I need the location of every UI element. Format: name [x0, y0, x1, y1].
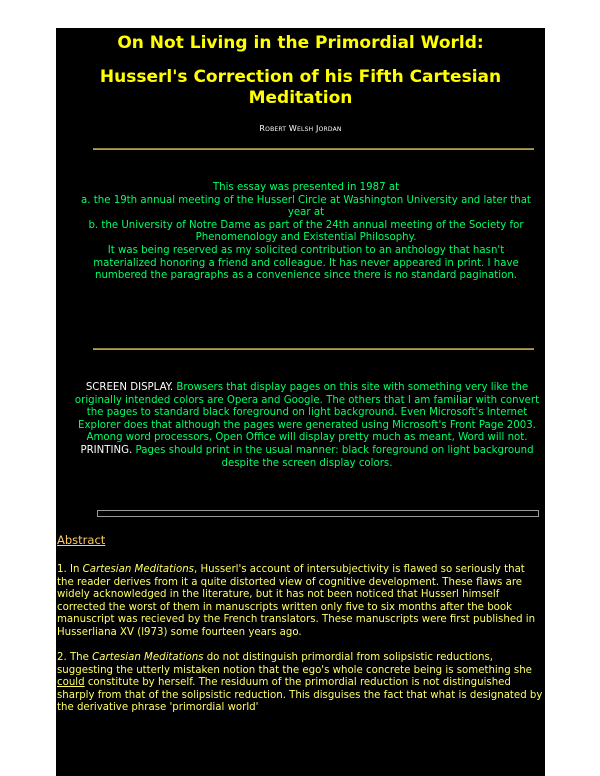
page-subtitle: Husserl's Correction of his Fifth Cartesian Meditation: [99, 67, 502, 108]
intro-line: a. the 19th annual meeting of the Husserl Circle at Washington University and later that year at: [81, 194, 531, 219]
paragraph-lead: 1. In: [57, 564, 83, 575]
intro-note: [76, 182, 536, 283]
horizontal-bar: [97, 510, 539, 517]
screen-display-label: SCREEN DISPLAY.: [85, 382, 174, 393]
intro-line: This essay was presented in 1987 at: [212, 182, 400, 193]
paragraph-text: constitute by herself. The residuum of the primordial reduction is not distinguished sharply from that of the solipsistic reduction. This disguises the fact that what is designated by the derivative phrase 'primordial world': [57, 677, 543, 714]
divider-top: [93, 148, 534, 150]
book-title: Cartesian Meditations: [82, 564, 194, 575]
abstract-paragraph-1: [57, 564, 543, 640]
underlined-word: could: [57, 677, 85, 689]
page-title: On Not Living in the Primordial World:: [117, 33, 484, 53]
screen-display-text: Browsers that display pages on this site with something very like the originally intended colors are Opera and Google. The others that I am familiar with convert the pages to standard black foreground on light background. Even Microsoft's Internet Explorer does that although the pages were generated using Microsoft's Front Page 2003. Among word processors, Open Office will display pretty much as meant, Word will not.: [74, 382, 540, 444]
printing-label: PRINTING.: [80, 444, 133, 456]
author-name: Robert Welsh Jordan: [259, 124, 342, 133]
divider-middle: [93, 348, 534, 350]
abstract-paragraph-2: [57, 652, 543, 715]
document-page: [56, 28, 545, 776]
abstract-link[interactable]: Abstract: [57, 533, 106, 547]
printing-text: Pages should print in the usual manner: black foreground on light background despite the screen display colors.: [132, 444, 534, 469]
intro-line: b. the University of Notre Dame as part of the 24th annual meeting of the Society for Phenomenology and Existential Philosophy.: [88, 219, 524, 244]
screen-display-note: [74, 382, 540, 445]
intro-line: It was being reserved as my solicited contribution to an anthology that hasn't materialized honoring a friend and colleague. It has never appeared in print. I have numbered the paragraphs as a convenience since there is no standard pagination.: [93, 244, 519, 282]
paragraph-lead: 2. The: [57, 652, 93, 663]
screen-notes: [74, 382, 540, 470]
paragraph-text: , Husserl's account of intersubjectivity is flawed so seriously that the reader derives from it a quite distorted view of cognitive development. These flaws are widely acknowledged in the literature, but it has not been noticed that Husserl himself corrected the worst of them in manuscripts written only five to six months after the book manuscript was recieved by the French translators. These manuscripts were first published in Husserliana XV (l973) some fourteen years ago.: [57, 564, 536, 638]
printing-note: [74, 445, 540, 470]
book-title: Cartesian Meditations: [92, 652, 204, 663]
paragraph-text: do not distinguish primordial from solipsistic reductions, suggesting the utterly mistaken notion that the ego's whole concrete being is something she: [57, 652, 532, 676]
